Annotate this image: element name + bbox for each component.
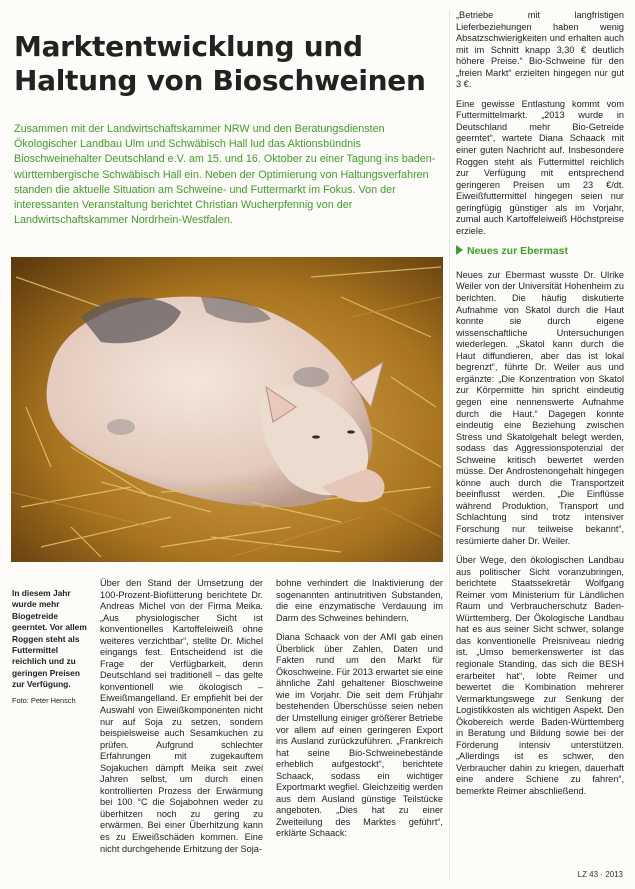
pig-photo xyxy=(11,257,443,562)
column3-paragraph-2: Eine gewisse Entlastung kommt vom Futtermittelmarkt. „2013 wurde in Deutschland mehr Bio-Getreide geerntet“, wartete Diana Schaack mit einer guten Nachricht auf. Insbesondere Roggen steht als Futtermittel reichlich zur Verfügung mit entsprechend geringeren Preisen um 23 €/dt. Eiweißfuttermittel hingegen seien nur geringfügig günstiger als im Vorjahr, zumal auch Kartoffeleiweiß Höchstpreise erziele. xyxy=(456,98,624,236)
text-column-1 xyxy=(100,578,263,863)
photo-credit: Foto: Peter Hensch xyxy=(12,695,76,705)
article-lead: Zusammen mit der Landwirtschaftskammer NRW und den Beratungsdiensten Ökologischer Landbau Ulm und Schwäbisch Hall lud das Aktionsbündnis Bioschweinehalter Deutschland e.V. am 15. und 16. Oktober zu einer Tagung ins baden-württembergische Schwäbisch Hall ein. Neben der Optimierung von Haltungsverfahren standen die aktuelle Situation am Schweine- und Futtermarkt im Fokus. Von der interessanten Veranstaltung berichtet Christian Wucherpfennig von der Landwirtschaftskammer Nordrhein-Westfalen. xyxy=(14,123,436,227)
text-column-2 xyxy=(276,578,443,848)
column2-paragraph-1: bohne verhindert die Inaktivierung der sogenannten antinutritiven Substanden, die eine enzymatische Verdauung im Darm des Schweines behindern. xyxy=(276,578,443,623)
text-column-3 xyxy=(456,10,624,806)
column-divider xyxy=(449,10,450,880)
subheading-text: Neues zur Ebermast xyxy=(467,245,568,258)
column3-paragraph-1: „Betriebe mit langfristigen Lieferbeziehungen haben wenig Absatzschwierigkeiten und erhalten auch mit im Schnitt knapp 3,30 € deutlich höhere Preise.“ Bio-Schweine für den „freien Markt“ erzielten hingegen nur gut 3 €. xyxy=(456,10,624,90)
column3-paragraph-3: Neues zur Ebermast wusste Dr. Ulrike Weiler von der Universität Hohenheim zu berichten. Die häufig diskutierte Aufnahme von Skatol durch die Haut konnte sie durch eigene wissenschaftliche Untersuchungen wiederlegen. „Skatol kann durch die Haut diffundieren, aber das ist lokal begrenzt“, führte Dr. Weiler aus und ergänzte: „Die Konzentration von Skatol zur Körpermitte hin spricht eindeutig gegen eine nennenswerte Aufnahme durch die Haut.“ Dagegen konnte eindeutig eine Beziehung zwischen Stress und Skatolgehalt belegt werden, sodass das Aggressionspotenzial der Schweine kritisch bewertet werden müsse. Der Androstenongehalt hingegen könne auch durch die Transportzeit beeinflusst werden. „Die Einflüsse während Produktion, Transport und Schlachtung sind trotz intensiver Forschung nur teilweise bekannt“, resümierte daher Dr. Weiler. xyxy=(456,269,624,546)
photo-caption-box xyxy=(12,588,94,706)
article-title: Marktentwicklung und Haltung von Bioschweinen xyxy=(14,30,426,97)
page-footer: LZ 43 · 2013 xyxy=(577,870,623,879)
photo-caption: In diesem Jahr wurde mehr Biogetreide geerntet. Vor allem Roggen steht als Futtermittel reichlich und zu geringen Preisen zur Verfügung. xyxy=(12,588,87,690)
column2-paragraph-2: Diana Schaack von der AMI gab einen Überblick über Zahlen, Daten und Fakten rund um den Markt für Ökoschweine. Für 2013 erwartet sie eine ähnliche Zahl gehaltener Bioschweine wie im Vorjahr. Die seit dem Frühjahr bestehenden Überschüsse seien neben der Umstellung einiger größerer Betriebe vor allem auf einen geringeren Export ins Ausland zurückzuführen. „Frankreich hat seine Bio-Schweinebestände erheblich aufgestockt“, berichtete Schaack, sodass ein wichtiger Exportmarkt wegfiel. Gleichzeitig werden aus dem Ausland günstige Teilstücke angeboten. „Dies hat zu einer Zweiteilung des Marktes geführt“, erklärte Schaack: xyxy=(276,632,443,839)
pig-in-straw-image xyxy=(11,257,443,562)
subheading-ebermast xyxy=(456,245,624,258)
column3-paragraph-4: Über Wege, den ökologischen Landbau aus politischer Sicht voranzubringen, berichtete Staatssekretär Wolfgang Reimer vom Ministerium für Ländlichen Raum und Verbraucherschutz Baden-Württemberg. Der Ökologische Landbau hat es aus seiner Sicht schwer, solange das konventionelle Preisniveau niedrig ist. „Umso bemerkenswerter ist das regionale Standing, das sich die BESH erarbeitet hat“, lobte Reimer und bewertet die Kombination mehrerer Vermarktungswege zur Senkung der Logistikkosten als wichtigen Aspekt. Den Ökobereich werde Baden-Württemberg in Beratung und Bildung sowie bei der Förderung intensiv unterstützen. „Allerdings ist es schwer, den Verbraucher dahin zu kriegen, dauerhaft eine andere Schiene zu fahren“, bemerkte Reimer abschließend. xyxy=(456,555,624,796)
triangle-bullet-icon xyxy=(456,245,463,255)
column1-paragraph-1: Über den Stand der Umsetzung der 100-Prozent-Biofütterung berichtete Dr. Andreas Michel von der Firma Meika. „Aus physiologischer Sicht ist konventionelles Kartoffeleiweiß ohne weiteres verzichtbar“, stellte Dr. Michel eingangs fest. Entscheidend ist die Frage der Verfügbarkeit, denn Deutschland sei traditionell – das gelte konventionell wie ökologisch – Eiweißmangelland. Er empfiehlt bei der Auswahl von Eiweißkomponenten nicht nur auf Soja zu setzen, sondern beispielsweise auch Sesamkuchen zu prüfen. Aufgrund schlechter Erfahrungen mit zugekauftem Sojakuchen dämpft Meika seit zwei Jahren selbst, um durch einen kontrollierten Prozess der Erwärmung bei 100 °C die Sojabohnen weder zu überhitzen noch zu gering zu erwärmen. Bei einer Überhitzung kann es zu Eiweißschäden kommen. Eine nicht durchgehende Erhitzung der Soja- xyxy=(100,578,263,854)
